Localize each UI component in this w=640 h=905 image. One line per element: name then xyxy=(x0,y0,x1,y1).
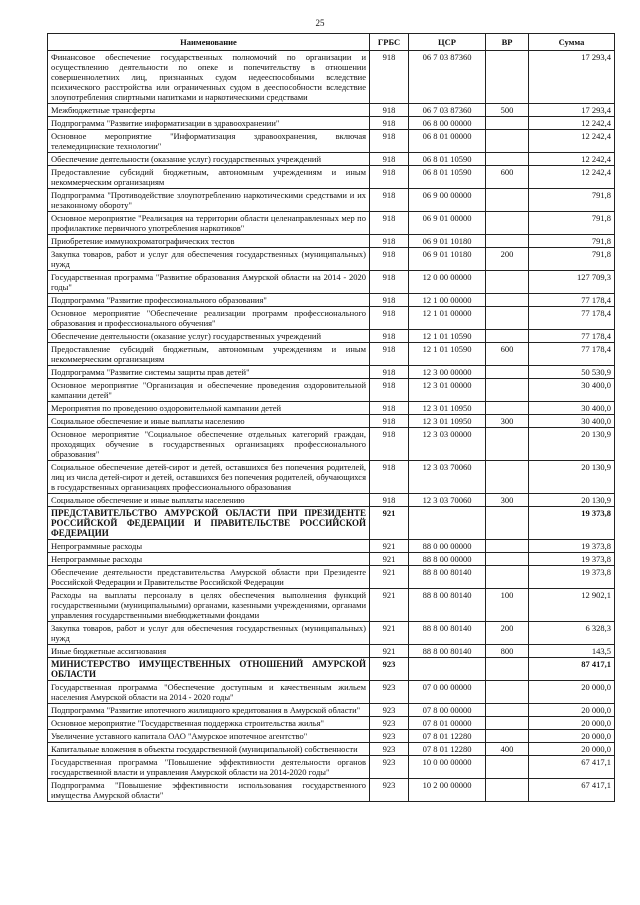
cell-vr xyxy=(486,212,529,235)
cell-sum: 30 400,0 xyxy=(529,402,615,415)
cell-csr: 06 8 01 00000 xyxy=(409,130,486,153)
cell-csr: 06 9 01 10180 xyxy=(409,248,486,271)
cell-grbs: 918 xyxy=(370,212,409,235)
table-row xyxy=(48,507,615,540)
cell-vr: 300 xyxy=(486,415,529,428)
cell-vr: 200 xyxy=(486,622,529,645)
cell-csr xyxy=(409,658,486,681)
table-row xyxy=(48,130,615,153)
cell-grbs: 918 xyxy=(370,51,409,104)
cell-grbs: 921 xyxy=(370,589,409,622)
cell-name: Непрограммные расходы xyxy=(48,553,370,566)
cell-vr: 800 xyxy=(486,645,529,658)
cell-sum: 12 242,4 xyxy=(529,153,615,166)
cell-grbs: 923 xyxy=(370,681,409,704)
cell-grbs: 918 xyxy=(370,104,409,117)
budget-table xyxy=(47,33,615,802)
cell-grbs: 918 xyxy=(370,271,409,294)
cell-name: Основное мероприятие "Информатизация здравоохранения, включая телемедицинские технологии" xyxy=(48,130,370,153)
cell-name: Основное мероприятие "Организация и обеспечение проведения оздоровительной кампании детей" xyxy=(48,379,370,402)
cell-csr: 88 8 00 00000 xyxy=(409,553,486,566)
cell-sum: 791,8 xyxy=(529,212,615,235)
cell-grbs: 921 xyxy=(370,553,409,566)
cell-name: Подпрограмма "Противодействие злоупотреблению наркотическими средствами и их незаконному обороту" xyxy=(48,189,370,212)
table-row xyxy=(48,271,615,294)
cell-sum: 20 130,9 xyxy=(529,494,615,507)
table-row xyxy=(48,589,615,622)
cell-vr xyxy=(486,117,529,130)
cell-grbs: 918 xyxy=(370,166,409,189)
cell-grbs: 921 xyxy=(370,645,409,658)
cell-name: Государственная программа "Обеспечение доступным и качественным жильем населения Амурской области на 2014 - 2020 годы" xyxy=(48,681,370,704)
header-csr: ЦСР xyxy=(409,34,486,51)
cell-grbs: 918 xyxy=(370,153,409,166)
cell-csr: 07 8 00 00000 xyxy=(409,704,486,717)
cell-sum: 20 000,0 xyxy=(529,681,615,704)
cell-name: Подпрограмма "Развитие информатизации в здравоохранении" xyxy=(48,117,370,130)
cell-vr xyxy=(486,366,529,379)
cell-name: Социальное обеспечение и иные выплаты населению xyxy=(48,494,370,507)
cell-name: Основное мероприятие "Социальное обеспечение отдельных категорий граждан, проходящих обучение в государственных организациях профессионального образования" xyxy=(48,428,370,461)
cell-csr: 07 0 00 00000 xyxy=(409,681,486,704)
cell-sum: 19 373,8 xyxy=(529,540,615,553)
table-row xyxy=(48,415,615,428)
cell-csr: 88 8 00 80140 xyxy=(409,566,486,589)
cell-name: Основное мероприятие "Обеспечение реализации программ профессионального образования и профессионального обучения" xyxy=(48,307,370,330)
cell-vr xyxy=(486,730,529,743)
header-sum: Сумма xyxy=(529,34,615,51)
cell-grbs: 918 xyxy=(370,379,409,402)
cell-name: Мероприятия по проведению оздоровительной кампании детей xyxy=(48,402,370,415)
cell-grbs: 918 xyxy=(370,248,409,271)
cell-vr xyxy=(486,330,529,343)
table-row xyxy=(48,153,615,166)
cell-sum: 12 242,4 xyxy=(529,117,615,130)
table-row xyxy=(48,330,615,343)
table-row xyxy=(48,779,615,802)
cell-sum: 127 709,3 xyxy=(529,271,615,294)
cell-name: Расходы на выплаты персоналу в целях обеспечения выполнения функций государственными (муниципальными) органами, казенными учреждениями, органами управления государственными внебюджетными фондами xyxy=(48,589,370,622)
table-row xyxy=(48,379,615,402)
table-row xyxy=(48,402,615,415)
cell-name: Иные бюджетные ассигнования xyxy=(48,645,370,658)
cell-sum: 17 293,4 xyxy=(529,104,615,117)
cell-sum: 20 000,0 xyxy=(529,743,615,756)
cell-grbs: 918 xyxy=(370,402,409,415)
cell-csr: 12 3 01 00000 xyxy=(409,379,486,402)
cell-name: Обеспечение деятельности (оказание услуг) государственных учреждений xyxy=(48,330,370,343)
cell-name: Социальное обеспечение детей-сирот и детей, оставшихся без попечения родителей, лиц из числа детей-сирот и детей, оставшихся без попечения родителей, обучающихся в государственных организациях профессионального образования xyxy=(48,461,370,494)
cell-name: Приобретение иммунохроматографических тестов xyxy=(48,235,370,248)
cell-sum: 12 902,1 xyxy=(529,589,615,622)
table-row xyxy=(48,681,615,704)
table-row xyxy=(48,743,615,756)
cell-csr: 07 8 01 00000 xyxy=(409,717,486,730)
cell-sum: 77 178,4 xyxy=(529,343,615,366)
cell-grbs: 918 xyxy=(370,235,409,248)
cell-name: Подпрограмма "Развитие профессионального образования" xyxy=(48,294,370,307)
cell-grbs: 918 xyxy=(370,366,409,379)
cell-grbs: 923 xyxy=(370,658,409,681)
cell-sum: 143,5 xyxy=(529,645,615,658)
cell-csr xyxy=(409,507,486,540)
cell-name: Подпрограмма "Развитие ипотечного жилищного кредитования в Амурской области" xyxy=(48,704,370,717)
cell-sum: 67 417,1 xyxy=(529,756,615,779)
cell-csr: 12 1 01 10590 xyxy=(409,330,486,343)
table-row xyxy=(48,117,615,130)
cell-vr xyxy=(486,307,529,330)
cell-name: Подпрограмма "Повышение эффективности использования государственного имущества Амурской области" xyxy=(48,779,370,802)
cell-vr xyxy=(486,681,529,704)
table-row xyxy=(48,658,615,681)
cell-sum: 87 417,1 xyxy=(529,658,615,681)
cell-name: Обеспечение деятельности (оказание услуг) государственных учреждений xyxy=(48,153,370,166)
cell-vr: 600 xyxy=(486,166,529,189)
cell-csr: 06 8 00 00000 xyxy=(409,117,486,130)
table-row xyxy=(48,307,615,330)
cell-csr: 12 3 00 00000 xyxy=(409,366,486,379)
cell-vr xyxy=(486,428,529,461)
cell-csr: 06 7 03 87360 xyxy=(409,51,486,104)
table-header-row xyxy=(48,34,615,51)
cell-sum: 12 242,4 xyxy=(529,166,615,189)
cell-csr: 12 1 01 10590 xyxy=(409,343,486,366)
cell-sum: 20 130,9 xyxy=(529,428,615,461)
header-name: Наименование xyxy=(48,34,370,51)
cell-vr xyxy=(486,153,529,166)
cell-vr: 500 xyxy=(486,104,529,117)
cell-sum: 30 400,0 xyxy=(529,379,615,402)
table-row xyxy=(48,494,615,507)
cell-vr xyxy=(486,779,529,802)
cell-name: Межбюджетные трансферты xyxy=(48,104,370,117)
cell-sum: 19 373,8 xyxy=(529,566,615,589)
cell-name: Основное мероприятие "Реализация на территории области целенаправленных мер по профилактике первичного употребления наркотиков" xyxy=(48,212,370,235)
table-row xyxy=(48,540,615,553)
cell-csr: 06 8 01 10590 xyxy=(409,166,486,189)
cell-vr: 400 xyxy=(486,743,529,756)
cell-sum: 12 242,4 xyxy=(529,130,615,153)
cell-sum: 17 293,4 xyxy=(529,51,615,104)
table-row xyxy=(48,428,615,461)
cell-vr xyxy=(486,294,529,307)
cell-grbs: 918 xyxy=(370,307,409,330)
cell-vr xyxy=(486,658,529,681)
table-row xyxy=(48,645,615,658)
table-row xyxy=(48,553,615,566)
header-grbs: ГРБС xyxy=(370,34,409,51)
cell-name: Подпрограмма "Развитие системы защиты прав детей" xyxy=(48,366,370,379)
cell-vr xyxy=(486,379,529,402)
cell-vr: 300 xyxy=(486,494,529,507)
table-row xyxy=(48,212,615,235)
cell-vr xyxy=(486,235,529,248)
cell-vr: 200 xyxy=(486,248,529,271)
cell-csr: 07 8 01 12280 xyxy=(409,730,486,743)
cell-csr: 12 1 00 00000 xyxy=(409,294,486,307)
cell-vr xyxy=(486,189,529,212)
table-row xyxy=(48,189,615,212)
cell-grbs: 921 xyxy=(370,566,409,589)
table-row xyxy=(48,51,615,104)
cell-vr xyxy=(486,461,529,494)
table-row xyxy=(48,704,615,717)
table-row xyxy=(48,730,615,743)
cell-csr: 12 3 01 10950 xyxy=(409,402,486,415)
table-row xyxy=(48,566,615,589)
table-row xyxy=(48,756,615,779)
cell-csr: 10 0 00 00000 xyxy=(409,756,486,779)
cell-vr xyxy=(486,566,529,589)
cell-vr xyxy=(486,717,529,730)
cell-csr: 06 9 01 00000 xyxy=(409,212,486,235)
cell-vr xyxy=(486,756,529,779)
cell-grbs: 921 xyxy=(370,622,409,645)
cell-vr: 100 xyxy=(486,589,529,622)
cell-name: Закупка товаров, работ и услуг для обеспечения государственных (муниципальных) нужд xyxy=(48,622,370,645)
table-row xyxy=(48,235,615,248)
table-row xyxy=(48,294,615,307)
cell-grbs: 923 xyxy=(370,717,409,730)
cell-name: МИНИСТЕРСТВО ИМУЩЕСТВЕННЫХ ОТНОШЕНИЙ АМУРСКОЙ ОБЛАСТИ xyxy=(48,658,370,681)
cell-grbs: 918 xyxy=(370,117,409,130)
cell-sum: 791,8 xyxy=(529,235,615,248)
table-row xyxy=(48,104,615,117)
cell-grbs: 923 xyxy=(370,730,409,743)
cell-name: Обеспечение деятельности представительства Амурской области при Президенте Российской Федерации и Правительстве Российской Федерации xyxy=(48,566,370,589)
cell-sum: 50 530,9 xyxy=(529,366,615,379)
cell-grbs: 918 xyxy=(370,494,409,507)
cell-csr: 10 2 00 00000 xyxy=(409,779,486,802)
cell-vr xyxy=(486,540,529,553)
cell-name: Государственная программа "Повышение эффективности деятельности органов государственной власти и управления Амурской области на 2014-2020 годы" xyxy=(48,756,370,779)
cell-grbs: 921 xyxy=(370,540,409,553)
cell-name: ПРЕДСТАВИТЕЛЬСТВО АМУРСКОЙ ОБЛАСТИ ПРИ ПРЕЗИДЕНТЕ РОССИЙСКОЙ ФЕДЕРАЦИИ И ПРАВИТЕЛЬСТВЕ РОССИЙСКОЙ ФЕДЕРАЦИИ xyxy=(48,507,370,540)
cell-grbs: 918 xyxy=(370,330,409,343)
cell-csr: 88 8 00 80140 xyxy=(409,645,486,658)
cell-sum: 20 000,0 xyxy=(529,717,615,730)
cell-csr: 06 9 00 00000 xyxy=(409,189,486,212)
table-row xyxy=(48,717,615,730)
cell-name: Финансовое обеспечение государственных полномочий по организации и осуществлению деятельности по опеке и попечительству в отношении совершеннолетних лиц, признанных судом недееспособными вследствие психического расстройства или ограниченных судом в дееспособности вследствие злоупотребления спиртными напитками и наркотическими средствами xyxy=(48,51,370,104)
cell-csr: 88 8 00 80140 xyxy=(409,589,486,622)
cell-vr xyxy=(486,130,529,153)
cell-vr xyxy=(486,402,529,415)
cell-name: Предоставление субсидий бюджетным, автономным учреждениям и иным некоммерческим организациям xyxy=(48,343,370,366)
cell-sum: 77 178,4 xyxy=(529,294,615,307)
cell-grbs: 918 xyxy=(370,461,409,494)
table-row xyxy=(48,343,615,366)
cell-csr: 06 7 03 87360 xyxy=(409,104,486,117)
cell-sum: 77 178,4 xyxy=(529,330,615,343)
cell-name: Увеличение уставного капитала ОАО "Амурское ипотечное агентство" xyxy=(48,730,370,743)
cell-vr xyxy=(486,51,529,104)
cell-grbs: 918 xyxy=(370,428,409,461)
cell-vr: 600 xyxy=(486,343,529,366)
table-row xyxy=(48,248,615,271)
cell-name: Социальное обеспечение и иные выплаты населению xyxy=(48,415,370,428)
table-row xyxy=(48,461,615,494)
table-row xyxy=(48,622,615,645)
cell-grbs: 923 xyxy=(370,704,409,717)
cell-csr: 06 9 01 10180 xyxy=(409,235,486,248)
cell-grbs: 918 xyxy=(370,294,409,307)
page-number: 25 xyxy=(315,18,325,28)
cell-grbs: 921 xyxy=(370,507,409,540)
cell-vr xyxy=(486,704,529,717)
cell-sum: 19 373,8 xyxy=(529,507,615,540)
cell-csr: 88 8 00 80140 xyxy=(409,622,486,645)
cell-sum: 77 178,4 xyxy=(529,307,615,330)
cell-sum: 19 373,8 xyxy=(529,553,615,566)
table-row xyxy=(48,166,615,189)
cell-sum: 791,8 xyxy=(529,248,615,271)
cell-name: Основное мероприятие "Государственная поддержка строительства жилья" xyxy=(48,717,370,730)
cell-name: Капитальные вложения в объекты государственной (муниципальной) собственности xyxy=(48,743,370,756)
cell-grbs: 918 xyxy=(370,130,409,153)
cell-csr: 12 1 01 00000 xyxy=(409,307,486,330)
header-vr: ВР xyxy=(486,34,529,51)
cell-grbs: 923 xyxy=(370,756,409,779)
cell-grbs: 918 xyxy=(370,343,409,366)
cell-grbs: 923 xyxy=(370,779,409,802)
table-row xyxy=(48,366,615,379)
cell-csr: 12 3 03 70060 xyxy=(409,461,486,494)
cell-vr xyxy=(486,507,529,540)
cell-csr: 06 8 01 10590 xyxy=(409,153,486,166)
cell-sum: 67 417,1 xyxy=(529,779,615,802)
cell-sum: 791,8 xyxy=(529,189,615,212)
cell-vr xyxy=(486,553,529,566)
cell-csr: 88 0 00 00000 xyxy=(409,540,486,553)
cell-sum: 20 000,0 xyxy=(529,704,615,717)
cell-sum: 30 400,0 xyxy=(529,415,615,428)
cell-csr: 12 3 01 10950 xyxy=(409,415,486,428)
cell-sum: 6 328,3 xyxy=(529,622,615,645)
cell-name: Закупка товаров, работ и услуг для обеспечения государственных (муниципальных) нужд xyxy=(48,248,370,271)
cell-grbs: 918 xyxy=(370,415,409,428)
cell-vr xyxy=(486,271,529,294)
cell-grbs: 923 xyxy=(370,743,409,756)
cell-csr: 07 8 01 12280 xyxy=(409,743,486,756)
cell-name: Государственная программа "Развитие образования Амурской области на 2014 - 2020 годы" xyxy=(48,271,370,294)
cell-csr: 12 0 00 00000 xyxy=(409,271,486,294)
cell-name: Предоставление субсидий бюджетным, автономным учреждениям и иным некоммерческим организациям xyxy=(48,166,370,189)
cell-sum: 20 000,0 xyxy=(529,730,615,743)
cell-name: Непрограммные расходы xyxy=(48,540,370,553)
cell-sum: 20 130,9 xyxy=(529,461,615,494)
cell-grbs: 918 xyxy=(370,189,409,212)
cell-csr: 12 3 03 00000 xyxy=(409,428,486,461)
cell-csr: 12 3 03 70060 xyxy=(409,494,486,507)
